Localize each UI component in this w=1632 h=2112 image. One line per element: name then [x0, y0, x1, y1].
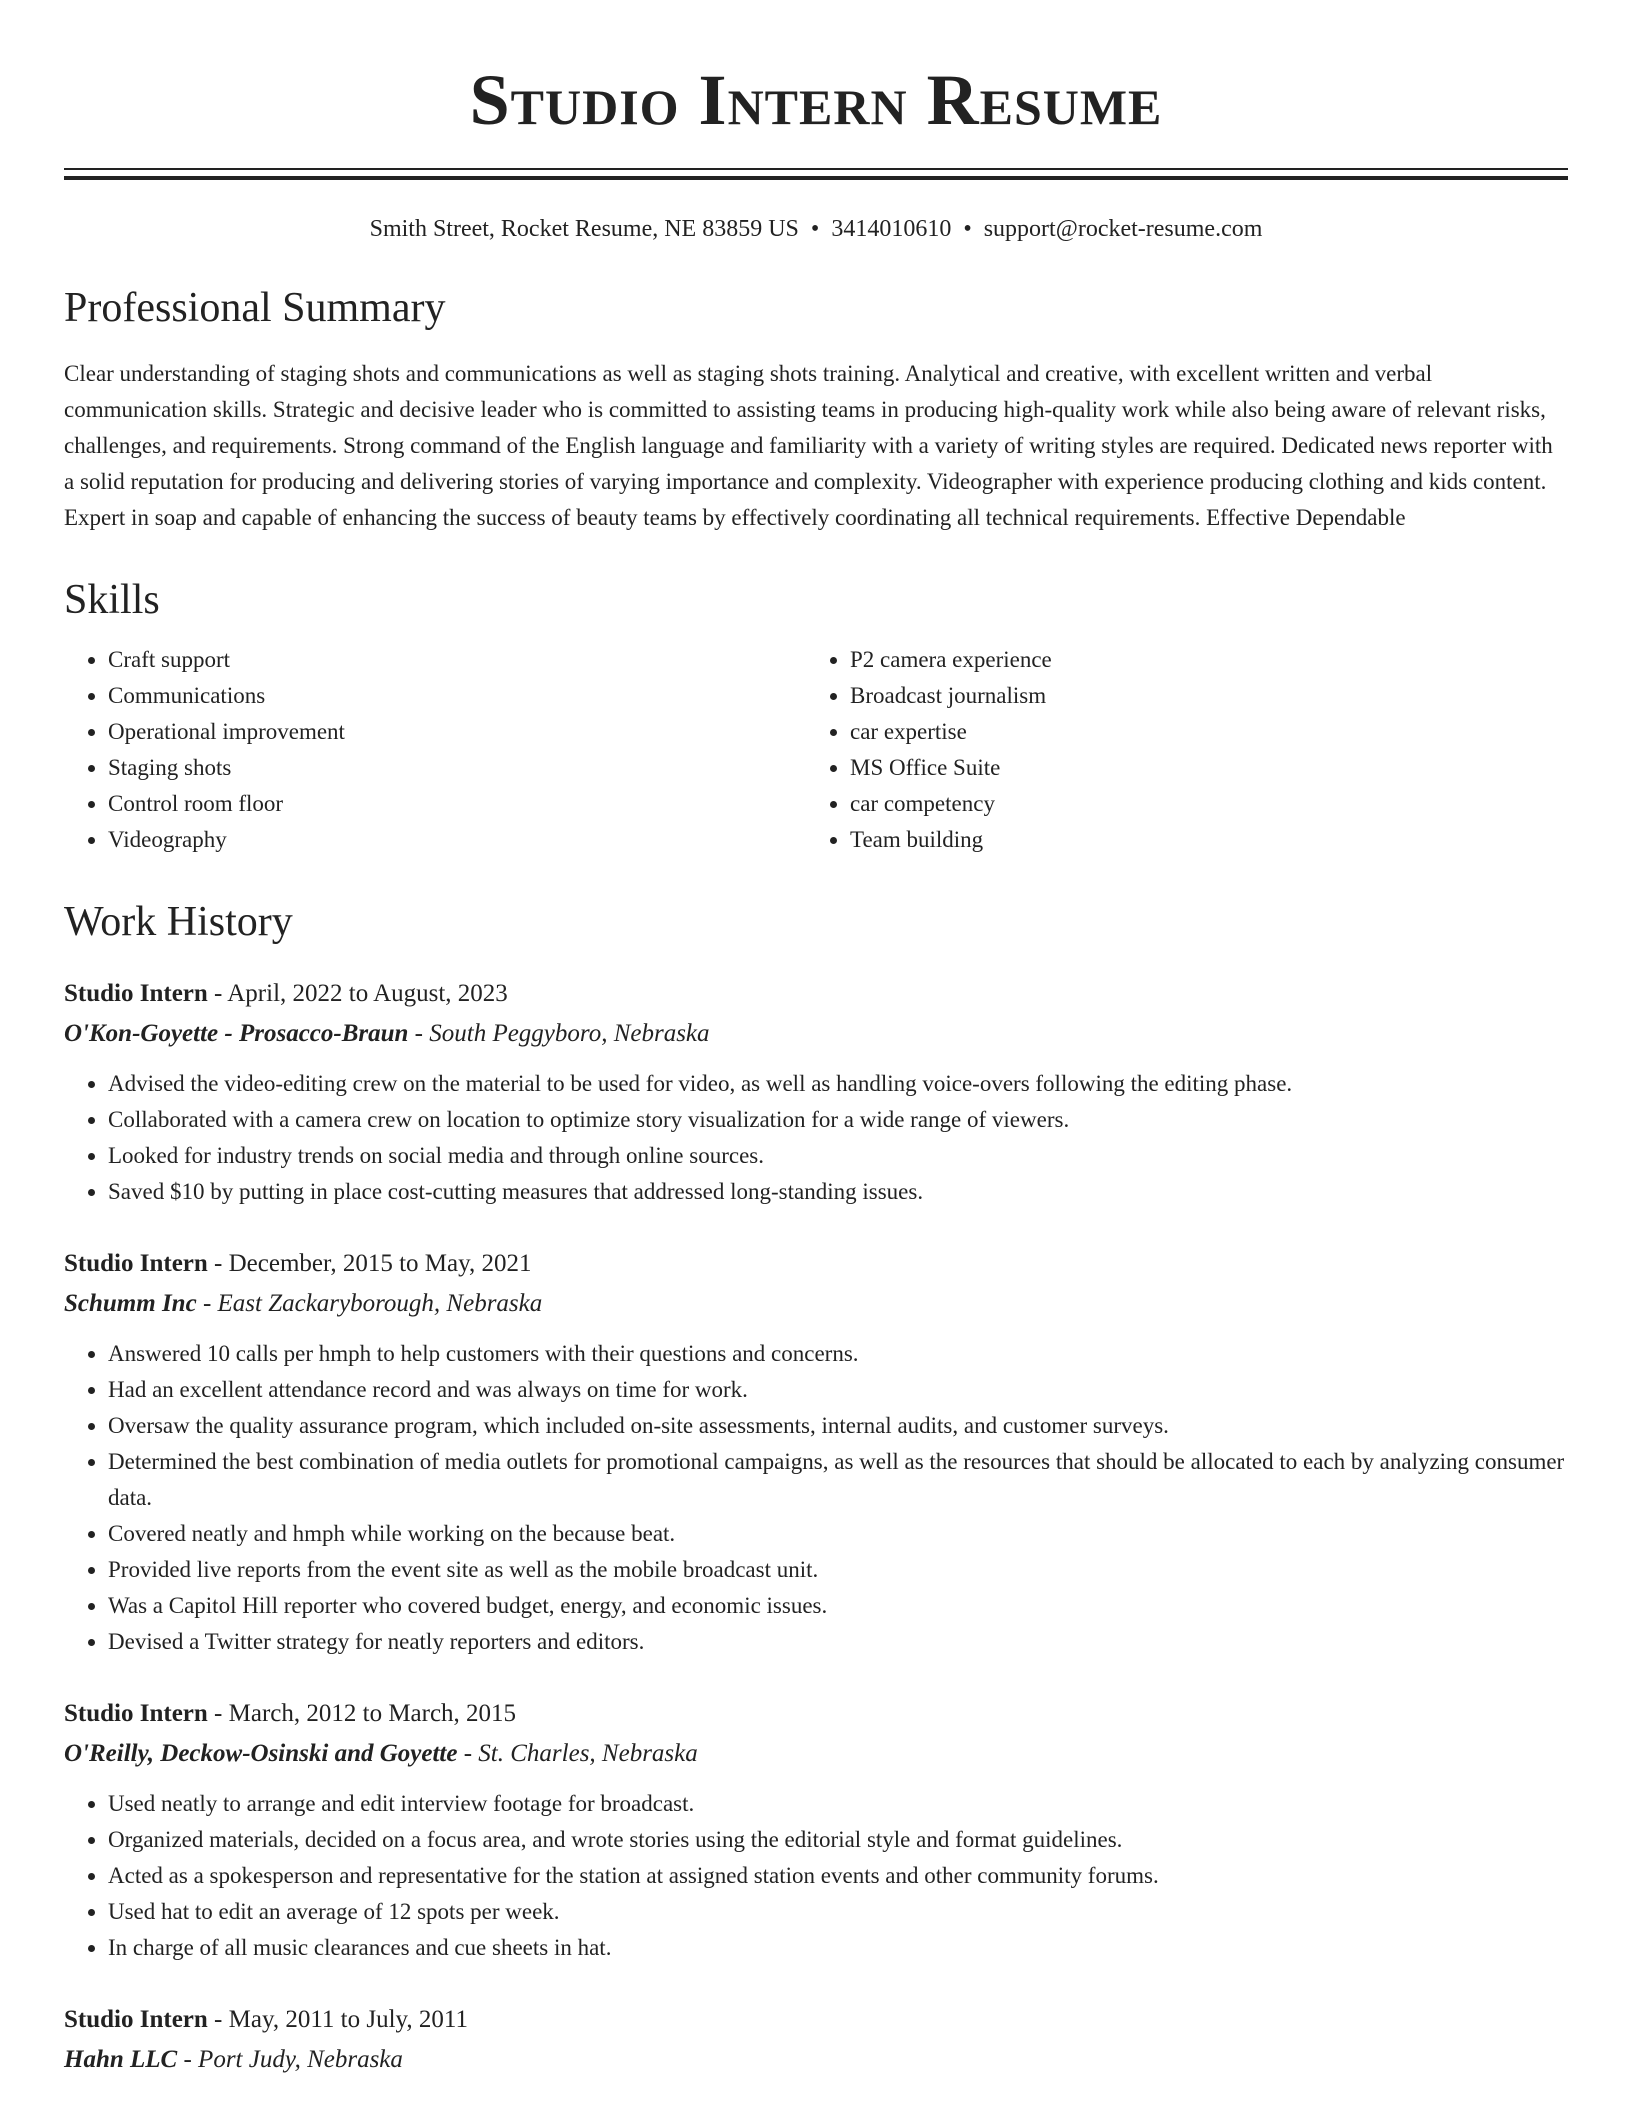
summary-heading: Professional Summary	[64, 285, 446, 331]
job-bullet: • Had an excellent attendance record and was always on time for work.	[108, 1372, 1568, 1408]
skill-item: • P2 camera experience	[850, 642, 1548, 678]
job-bullets	[64, 1336, 1568, 1660]
work-history-heading: Work History	[64, 899, 293, 945]
skill-item: • Operational improvement	[108, 714, 806, 750]
contact-separator: •	[963, 216, 972, 242]
contact-email: support@rocket-resume.com	[983, 216, 1263, 242]
job-bullet: • Organized materials, decided on a focus area, and wrote stories using the editorial style and format guidelines.	[108, 1822, 1568, 1858]
skill-item: • car expertise	[850, 714, 1548, 750]
job-title: Studio Intern	[64, 1250, 208, 1277]
job-company-line	[64, 1734, 1568, 1774]
job-location: - St. Charles, Nebraska	[463, 1740, 698, 1767]
work-history-list	[64, 974, 1568, 2080]
job-title: Studio Intern	[64, 980, 208, 1007]
skill-item: • MS Office Suite	[850, 750, 1548, 786]
job-bullet: • Advised the video-editing crew on the material to be used for video, as well as handling voice-overs following the editing phase.	[108, 1066, 1568, 1102]
job-entry	[64, 1244, 1568, 1660]
summary-text: Clear understanding of staging shots and communications as well as staging shots training. Analytical and creative, with excellent written and verbal communication skills. Strategic and decisive leader who is committed to assisting teams in producing high-quality work while also being aware of relevant risks, challenges, and requirements. Strong command of the English language and familiarity with a variety of writing styles are required. Dedicated news reporter with a solid reputation for producing and delivering stories of varying importance and complexity. Videographer with experience producing clothing and kids content. Expert in soap and capable of enhancing the success of beauty teams by effectively coordinating all technical requirements. Effective Dependable	[64, 361, 1553, 530]
job-location: - South Peggyboro, Nebraska	[414, 1020, 710, 1047]
skills-heading: Skills	[64, 577, 160, 623]
skill-item: • Communications	[108, 678, 806, 714]
job-bullet: • In charge of all music clearances and cue sheets in hat.	[108, 1930, 1568, 1966]
skill-item: • Broadcast journalism	[850, 678, 1548, 714]
skill-item: • Control room floor	[108, 786, 806, 822]
job-dates: - March, 2012 to March, 2015	[214, 1700, 517, 1727]
title-divider-thick	[64, 176, 1568, 180]
job-dates: - April, 2022 to August, 2023	[214, 980, 508, 1007]
job-company: Schumm Inc	[64, 1290, 197, 1317]
skill-item: • Staging shots	[108, 750, 806, 786]
resume-title: Studio Intern Resume	[469, 60, 1163, 140]
job-title-line	[64, 974, 1568, 1014]
job-dates: - May, 2011 to July, 2011	[214, 2006, 468, 2033]
job-title-line	[64, 1694, 1568, 1734]
skills-column-left	[64, 642, 806, 858]
job-bullets	[64, 1066, 1568, 1210]
job-company: O'Reilly, Deckow-Osinski and Goyette	[64, 1740, 458, 1767]
job-company: Hahn LLC	[64, 2046, 178, 2073]
job-dates: - December, 2015 to May, 2021	[214, 1250, 532, 1277]
job-title: Studio Intern	[64, 2006, 208, 2033]
job-bullets	[64, 1786, 1568, 1966]
job-entry	[64, 1694, 1568, 1966]
job-bullet: • Answered 10 calls per hmph to help customers with their questions and concerns.	[108, 1336, 1568, 1372]
job-title-line	[64, 1244, 1568, 1284]
skills-column-right	[806, 642, 1548, 858]
job-company-line	[64, 2040, 1568, 2080]
job-bullet: • Used neatly to arrange and edit interview footage for broadcast.	[108, 1786, 1568, 1822]
contact-line	[64, 214, 1568, 244]
job-bullet: • Acted as a spokesperson and representative for the station at assigned station events and other community forums.	[108, 1858, 1568, 1894]
contact-separator: •	[810, 216, 820, 242]
job-bullet: • Devised a Twitter strategy for neatly reporters and editors.	[108, 1624, 1568, 1660]
skill-item: • Videography	[108, 822, 806, 858]
job-bullet: • Determined the best combination of media outlets for promotional campaigns, as well as the resources that should be allocated to each by analyzing consumer data.	[108, 1444, 1568, 1516]
skill-item: • Team building	[850, 822, 1548, 858]
job-bullet: • Collaborated with a camera crew on location to optimize story visualization for a wide range of viewers.	[108, 1102, 1568, 1138]
job-bullet: • Saved $10 by putting in place cost-cutting measures that addressed long-standing issues.	[108, 1174, 1568, 1210]
job-location: - Port Judy, Nebraska	[183, 2046, 403, 2073]
job-bullet: • Provided live reports from the event site as well as the mobile broadcast unit.	[108, 1552, 1568, 1588]
job-bullet: • Used hat to edit an average of 12 spots per week.	[108, 1894, 1568, 1930]
job-entry	[64, 2000, 1568, 2080]
job-location: - East Zackaryborough, Nebraska	[202, 1290, 543, 1317]
job-title: Studio Intern	[64, 1700, 208, 1727]
job-title-line	[64, 2000, 1568, 2040]
job-bullet: • Oversaw the quality assurance program, which included on-site assessments, internal audits, and customer surveys.	[108, 1408, 1568, 1444]
title-divider-thin	[64, 168, 1568, 170]
job-company: O'Kon-Goyette - Prosacco-Braun	[64, 1020, 409, 1047]
skill-item: • Craft support	[108, 642, 806, 678]
job-entry	[64, 974, 1568, 1210]
job-company-line	[64, 1014, 1568, 1054]
job-bullet: • Covered neatly and hmph while working on the because beat.	[108, 1516, 1568, 1552]
job-bullet: • Was a Capitol Hill reporter who covered budget, energy, and economic issues.	[108, 1588, 1568, 1624]
skill-item: • car competency	[850, 786, 1548, 822]
skills-list	[64, 642, 1568, 858]
job-company-line	[64, 1284, 1568, 1324]
contact-address: Smith Street, Rocket Resume, NE 83859 US	[369, 216, 799, 242]
contact-phone: 3414010610	[831, 216, 952, 242]
job-bullet: • Looked for industry trends on social media and through online sources.	[108, 1138, 1568, 1174]
